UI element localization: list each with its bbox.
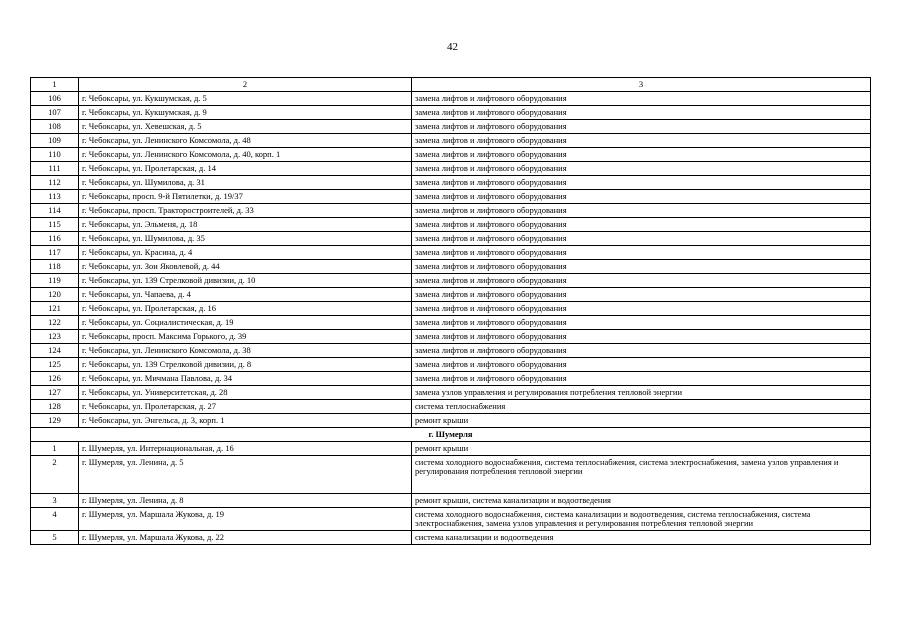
row-work: замена лифтов и лифтового оборудования <box>412 190 871 204</box>
row-work: замена лифтов и лифтового оборудования <box>412 274 871 288</box>
table-row <box>31 442 871 456</box>
row-number: 117 <box>31 246 79 260</box>
table-row <box>31 372 871 386</box>
row-work: замена лифтов и лифтового оборудования <box>412 246 871 260</box>
row-number: 115 <box>31 218 79 232</box>
row-work: ремонт крыши <box>412 414 871 428</box>
row-number: 121 <box>31 302 79 316</box>
row-number: 129 <box>31 414 79 428</box>
table-row <box>31 414 871 428</box>
row-work: замена лифтов и лифтового оборудования <box>412 92 871 106</box>
row-work: ремонт крыши, система канализации и водоотведения <box>412 494 871 508</box>
row-number: 108 <box>31 120 79 134</box>
section-title: г. Шумерля <box>31 428 871 442</box>
row-address: г. Чебоксары, ул. Чапаева, д. 4 <box>79 288 412 302</box>
row-number: 116 <box>31 232 79 246</box>
row-address: г. Чебоксары, ул. Ленинского Комсомола, д. 40, корп. 1 <box>79 148 412 162</box>
row-work: замена лифтов и лифтового оборудования <box>412 106 871 120</box>
row-address: г. Чебоксары, ул. Пролетарская, д. 14 <box>79 162 412 176</box>
row-work: система холодного водоснабжения, система теплоснабжения, система электроснабжения, замена узлов управления и регулирования потребления тепловой энергии <box>412 456 871 494</box>
row-work: замена лифтов и лифтового оборудования <box>412 358 871 372</box>
row-address: г. Шумерля, ул. Маршала Жукова, д. 19 <box>79 508 412 531</box>
table-row <box>31 386 871 400</box>
row-work: замена лифтов и лифтового оборудования <box>412 316 871 330</box>
table-row <box>31 316 871 330</box>
row-number: 111 <box>31 162 79 176</box>
row-work: замена лифтов и лифтового оборудования <box>412 288 871 302</box>
row-number: 109 <box>31 134 79 148</box>
row-number: 107 <box>31 106 79 120</box>
row-work: система теплоснабжения <box>412 400 871 414</box>
row-work: замена лифтов и лифтового оборудования <box>412 218 871 232</box>
table-row <box>31 400 871 414</box>
row-number: 1 <box>31 442 79 456</box>
row-address: г. Чебоксары, ул. Университетская, д. 28 <box>79 386 412 400</box>
row-number: 118 <box>31 260 79 274</box>
row-number: 112 <box>31 176 79 190</box>
row-work: замена лифтов и лифтового оборудования <box>412 302 871 316</box>
row-address: г. Чебоксары, ул. Хевешская, д. 5 <box>79 120 412 134</box>
page-number: 42 <box>447 41 458 53</box>
table-row <box>31 302 871 316</box>
row-address: г. Чебоксары, ул. Эльменя, д. 18 <box>79 218 412 232</box>
table-row <box>31 134 871 148</box>
row-work: замена лифтов и лифтового оборудования <box>412 120 871 134</box>
table-row <box>31 92 871 106</box>
table-row <box>31 358 871 372</box>
row-address: г. Чебоксары, ул. Ленинского Комсомола, д. 38 <box>79 344 412 358</box>
row-address: г. Чебоксары, ул. Кукшумская, д. 5 <box>79 92 412 106</box>
row-address: г. Чебоксары, ул. Зои Яковлевой, д. 44 <box>79 260 412 274</box>
table-row <box>31 204 871 218</box>
table-row <box>31 120 871 134</box>
table-row <box>31 288 871 302</box>
table-row <box>31 508 871 531</box>
row-work: замена лифтов и лифтового оборудования <box>412 344 871 358</box>
row-work: замена узлов управления и регулирования потребления тепловой энергии <box>412 386 871 400</box>
row-address: г. Чебоксары, ул. Пролетарская, д. 16 <box>79 302 412 316</box>
row-address: г. Чебоксары, просп. Максима Горького, д. 39 <box>79 330 412 344</box>
row-number: 110 <box>31 148 79 162</box>
row-number: 113 <box>31 190 79 204</box>
table-row <box>31 456 871 494</box>
row-address: г. Чебоксары, просп. Тракторостроителей, д. 33 <box>79 204 412 218</box>
row-address: г. Шумерля, ул. Ленина, д. 5 <box>79 456 412 494</box>
table-row <box>31 330 871 344</box>
section-row-shumerlya <box>31 428 871 442</box>
table-row <box>31 148 871 162</box>
row-work: замена лифтов и лифтового оборудования <box>412 232 871 246</box>
row-address: г. Чебоксары, ул. Кукшумская, д. 9 <box>79 106 412 120</box>
table-row <box>31 246 871 260</box>
row-work: ремонт крыши <box>412 442 871 456</box>
row-work: замена лифтов и лифтового оборудования <box>412 204 871 218</box>
row-address: г. Чебоксары, ул. Красина, д. 4 <box>79 246 412 260</box>
row-work: замена лифтов и лифтового оборудования <box>412 162 871 176</box>
row-number: 5 <box>31 531 79 545</box>
row-work: замена лифтов и лифтового оборудования <box>412 372 871 386</box>
table-row <box>31 218 871 232</box>
works-table <box>30 77 871 545</box>
row-number: 2 <box>31 456 79 494</box>
table-header-row <box>31 78 871 92</box>
header-cell-work: 3 <box>412 78 871 92</box>
row-number: 120 <box>31 288 79 302</box>
row-work: замена лифтов и лифтового оборудования <box>412 148 871 162</box>
row-address: г. Чебоксары, просп. 9-й Пятилетки, д. 19/37 <box>79 190 412 204</box>
row-address: г. Чебоксары, ул. 139 Стрелковой дивизии, д. 8 <box>79 358 412 372</box>
row-number: 114 <box>31 204 79 218</box>
table-row <box>31 162 871 176</box>
row-number: 122 <box>31 316 79 330</box>
row-work: система холодного водоснабжения, система канализации и водоотведения, система теплоснабжения, система электроснабжения, замена узлов управления и регулирования потребления тепловой энергии <box>412 508 871 531</box>
row-address: г. Шумерля, ул. Маршала Жукова, д. 22 <box>79 531 412 545</box>
row-address: г. Шумерля, ул. Ленина, д. 8 <box>79 494 412 508</box>
row-number: 4 <box>31 508 79 531</box>
row-work: замена лифтов и лифтового оборудования <box>412 134 871 148</box>
row-number: 106 <box>31 92 79 106</box>
table-row <box>31 176 871 190</box>
row-address: г. Чебоксары, ул. Шумилова, д. 35 <box>79 232 412 246</box>
table-row <box>31 190 871 204</box>
row-number: 127 <box>31 386 79 400</box>
row-address: г. Чебоксары, ул. Шумилова, д. 31 <box>79 176 412 190</box>
row-address: г. Чебоксары, ул. 139 Стрелковой дивизии, д. 10 <box>79 274 412 288</box>
row-address: г. Шумерля, ул. Интернациональная, д. 16 <box>79 442 412 456</box>
header-cell-number: 1 <box>31 78 79 92</box>
table-row <box>31 232 871 246</box>
row-address: г. Чебоксары, ул. Социалистическая, д. 19 <box>79 316 412 330</box>
table-row <box>31 260 871 274</box>
row-number: 124 <box>31 344 79 358</box>
row-address: г. Чебоксары, ул. Энгельса, д. 3, корп. 1 <box>79 414 412 428</box>
row-address: г. Чебоксары, ул. Ленинского Комсомола, д. 48 <box>79 134 412 148</box>
row-number: 3 <box>31 494 79 508</box>
row-number: 123 <box>31 330 79 344</box>
row-address: г. Чебоксары, ул. Пролетарская, д. 27 <box>79 400 412 414</box>
header-cell-address: 2 <box>79 78 412 92</box>
row-work: замена лифтов и лифтового оборудования <box>412 330 871 344</box>
row-work: замена лифтов и лифтового оборудования <box>412 260 871 274</box>
row-address: г. Чебоксары, ул. Мичмана Павлова, д. 34 <box>79 372 412 386</box>
table-row <box>31 494 871 508</box>
row-number: 126 <box>31 372 79 386</box>
row-number: 119 <box>31 274 79 288</box>
table-row <box>31 274 871 288</box>
row-number: 125 <box>31 358 79 372</box>
row-work: замена лифтов и лифтового оборудования <box>412 176 871 190</box>
row-number: 128 <box>31 400 79 414</box>
table-row <box>31 531 871 545</box>
row-work: система канализации и водоотведения <box>412 531 871 545</box>
table-row <box>31 106 871 120</box>
table-row <box>31 344 871 358</box>
